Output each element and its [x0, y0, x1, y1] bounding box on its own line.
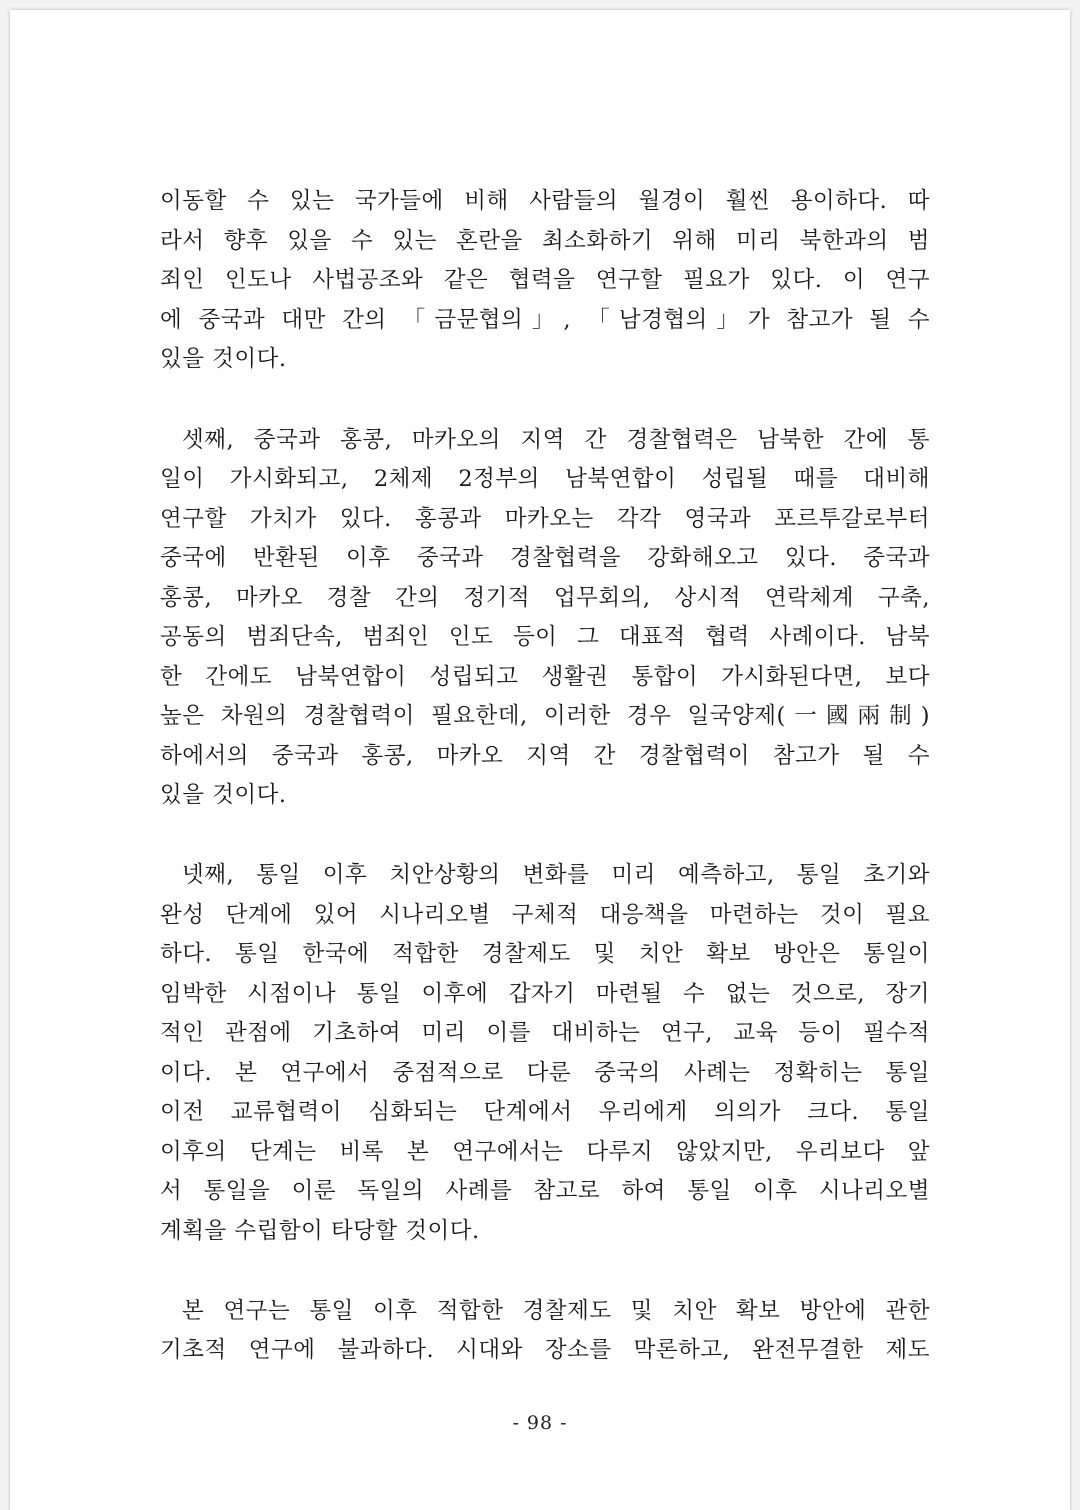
text-line: 하다. 통일 한국에 적합한 경찰제도 및 치안 확보 방안은 통일이	[160, 941, 930, 967]
text-line: 완성 단계에 있어 시나리오별 구체적 대응책을 마련하는 것이 필요	[160, 902, 930, 928]
text-line: 연구할 가치가 있다. 홍콩과 마카오는 각각 영국과 포르투갈로부터	[160, 506, 930, 532]
text-line: 있을 것이다.	[160, 782, 287, 808]
document-page	[10, 10, 1070, 1510]
text-line: 이후의 단계는 비록 본 연구에서는 다루지 않았지만, 우리보다 앞	[160, 1139, 930, 1165]
text-line: 셋째, 중국과 홍콩, 마카오의 지역 간 경찰협력은 남북한 간에 통	[182, 427, 930, 453]
text-line: 에 중국과 대만 간의 「금문협의」, 「남경협의」가 참고가 될 수	[160, 307, 930, 333]
text-line: 이동할 수 있는 국가들에 비해 사람들의 월경이 훨씬 용이하다. 따	[160, 188, 930, 214]
text-line: 일이 가시화되고, 2체제 2정부의 남북연합이 성립될 때를 대비해	[160, 466, 930, 492]
text-line: 홍콩, 마카오 경찰 간의 정기적 업무회의, 상시적 연락체계 구축,	[160, 585, 930, 611]
text-line: 서 통일을 이룬 독일의 사례를 참고로 하여 통일 이후 시나리오별	[160, 1178, 930, 1204]
text-line: 본 연구는 통일 이후 적합한 경찰제도 및 치안 확보 방안에 관한	[182, 1298, 930, 1324]
text-line: 넷째, 통일 이후 치안상황의 변화를 미리 예측하고, 통일 초기와	[182, 862, 930, 888]
text-line: 하에서의 중국과 홍콩, 마카오 지역 간 경찰협력이 참고가 될 수	[160, 743, 930, 769]
text-line: 공동의 범죄단속, 범죄인 인도 등이 그 대표적 협력 사례이다. 남북	[160, 624, 930, 650]
text-line: 있을 것이다.	[160, 346, 287, 372]
text-line: 임박한 시점이나 통일 이후에 갑자기 마련될 수 없는 것으로, 장기	[160, 981, 930, 1007]
text-line: 중국에 반환된 이후 중국과 경찰협력을 강화해오고 있다. 중국과	[160, 545, 930, 571]
text-line: 이전 교류협력이 심화되는 단계에서 우리에게 의의가 크다. 통일	[160, 1099, 930, 1125]
text-line: 라서 향후 있을 수 있는 혼란을 최소화하기 위해 미리 북한과의 범	[160, 228, 930, 254]
text-line: 이다. 본 연구에서 중점적으로 다룬 중국의 사례는 정확히는 통일	[160, 1060, 930, 1086]
text-line: 기초적 연구에 불과하다. 시대와 장소를 막론하고, 완전무결한 제도	[160, 1337, 930, 1363]
text-line: 한 간에도 남북연합이 성립되고 생활권 통합이 가시화된다면, 보다	[160, 664, 930, 690]
text-line: 높은 차원의 경찰협력이 필요한데, 이러한 경우 일국양제(一國兩制)	[160, 703, 930, 729]
page-number: - 98 -	[512, 1412, 568, 1434]
text-line: 계획을 수립함이 타당할 것이다.	[160, 1218, 480, 1244]
text-line: 적인 관점에 기초하여 미리 이를 대비하는 연구, 교육 등이 필수적	[160, 1020, 930, 1046]
text-line: 죄인 인도나 사법공조와 같은 협력을 연구할 필요가 있다. 이 연구	[160, 267, 930, 293]
